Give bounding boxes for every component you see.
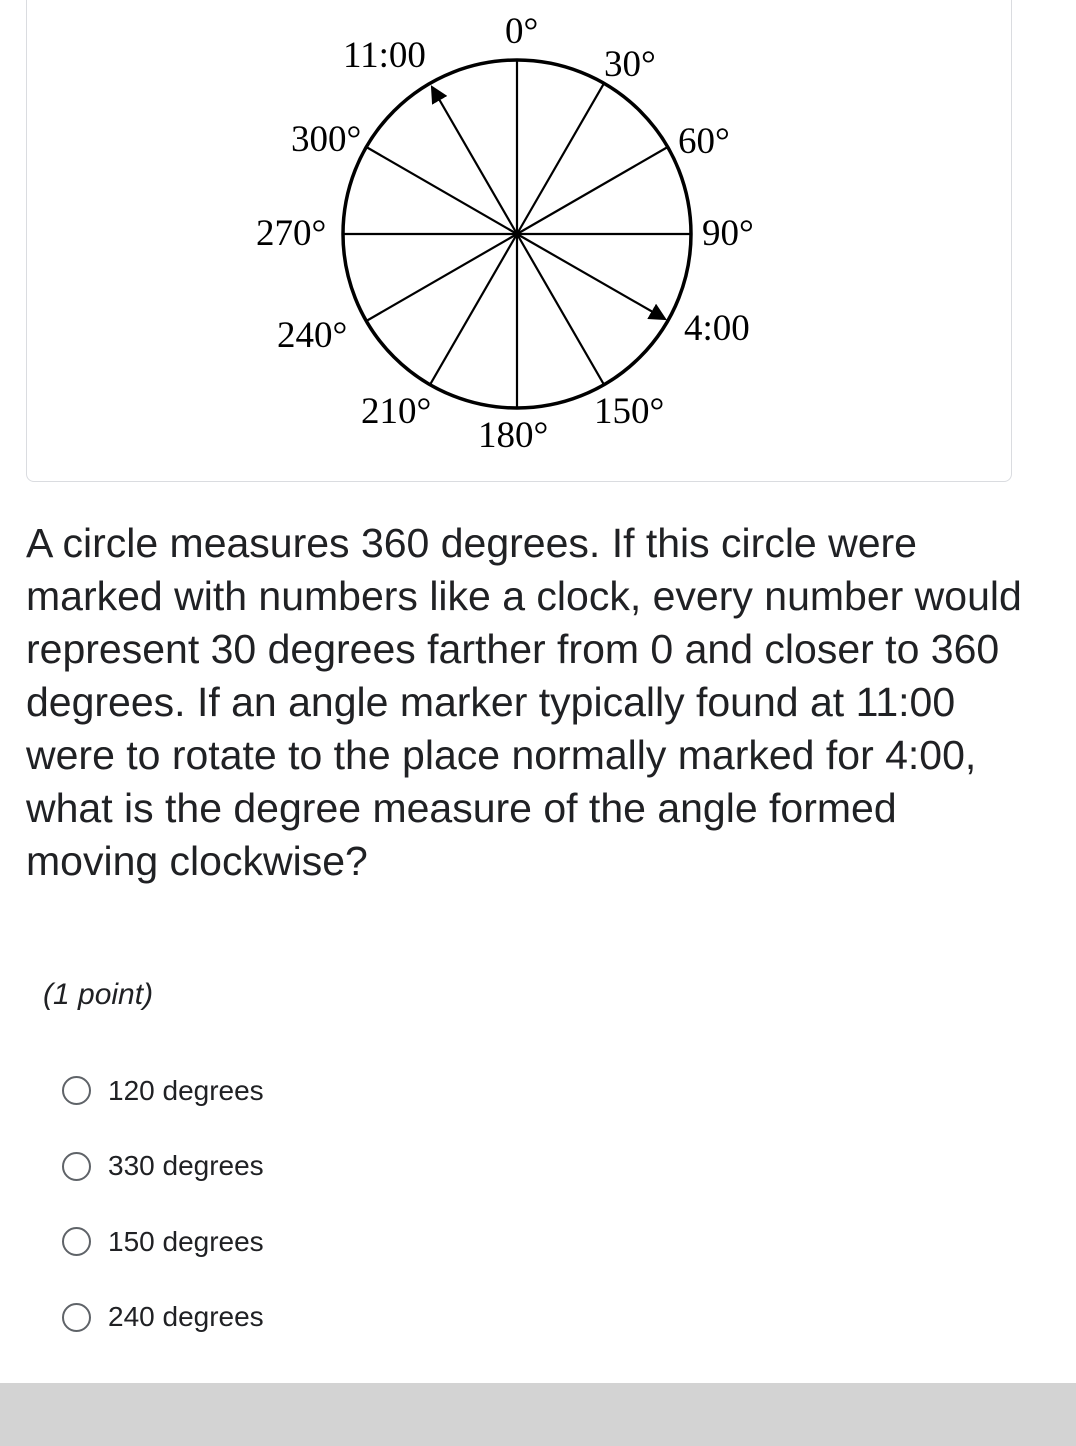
label-30-degrees: 30° xyxy=(604,44,656,85)
label-300-degrees: 300° xyxy=(291,119,362,160)
figure-card xyxy=(26,0,1012,482)
option-label[interactable]: 240 degrees xyxy=(108,1301,264,1333)
radio-button[interactable] xyxy=(62,1076,91,1105)
option-120-degrees[interactable] xyxy=(62,1053,264,1129)
footer-bar xyxy=(0,1383,1076,1446)
label-60-degrees: 60° xyxy=(678,121,730,162)
label-240-degrees: 240° xyxy=(277,315,348,356)
label-150-degrees: 150° xyxy=(594,391,665,432)
label-0-degrees: 0° xyxy=(505,11,539,52)
radio-button[interactable] xyxy=(62,1152,91,1181)
option-label[interactable]: 150 degrees xyxy=(108,1225,264,1257)
label-180-degrees: 180° xyxy=(478,415,549,456)
option-150-degrees[interactable] xyxy=(62,1204,264,1280)
points-label: (1 point) xyxy=(43,978,154,1011)
question-text: A circle measures 360 degrees. If this circle were marked with numbers like a clock, every number would represent 30 degrees farther from 0 and closer to 360 degrees. If an angle marker typically found at 11:00 were to rotate to the place normally marked for 4:00, what is the degree measure of the angle formed moving clockwise? xyxy=(26,520,1022,884)
label-90-degrees: 90° xyxy=(702,213,754,254)
arrow-4-00 xyxy=(517,234,665,319)
spoke-30 xyxy=(517,83,604,234)
spoke-60 xyxy=(517,147,668,234)
spoke-150 xyxy=(517,234,604,385)
label-210-degrees: 210° xyxy=(361,391,432,432)
arrow-11-00 xyxy=(432,87,517,234)
radio-button[interactable] xyxy=(62,1303,91,1332)
spoke-210 xyxy=(430,234,517,385)
spoke-300 xyxy=(366,147,517,234)
option-label[interactable]: 330 degrees xyxy=(108,1150,264,1182)
option-330-degrees[interactable] xyxy=(62,1129,264,1205)
option-240-degrees[interactable] xyxy=(62,1280,264,1356)
answer-options xyxy=(62,1053,264,1355)
label-11-00: 11:00 xyxy=(343,35,426,76)
label-270-degrees: 270° xyxy=(256,213,327,254)
option-label[interactable]: 120 degrees xyxy=(108,1074,264,1106)
clock-degree-diagram xyxy=(27,0,1013,483)
spoke-240 xyxy=(366,234,517,321)
label-4-00: 4:00 xyxy=(684,308,750,349)
radio-button[interactable] xyxy=(62,1227,91,1256)
